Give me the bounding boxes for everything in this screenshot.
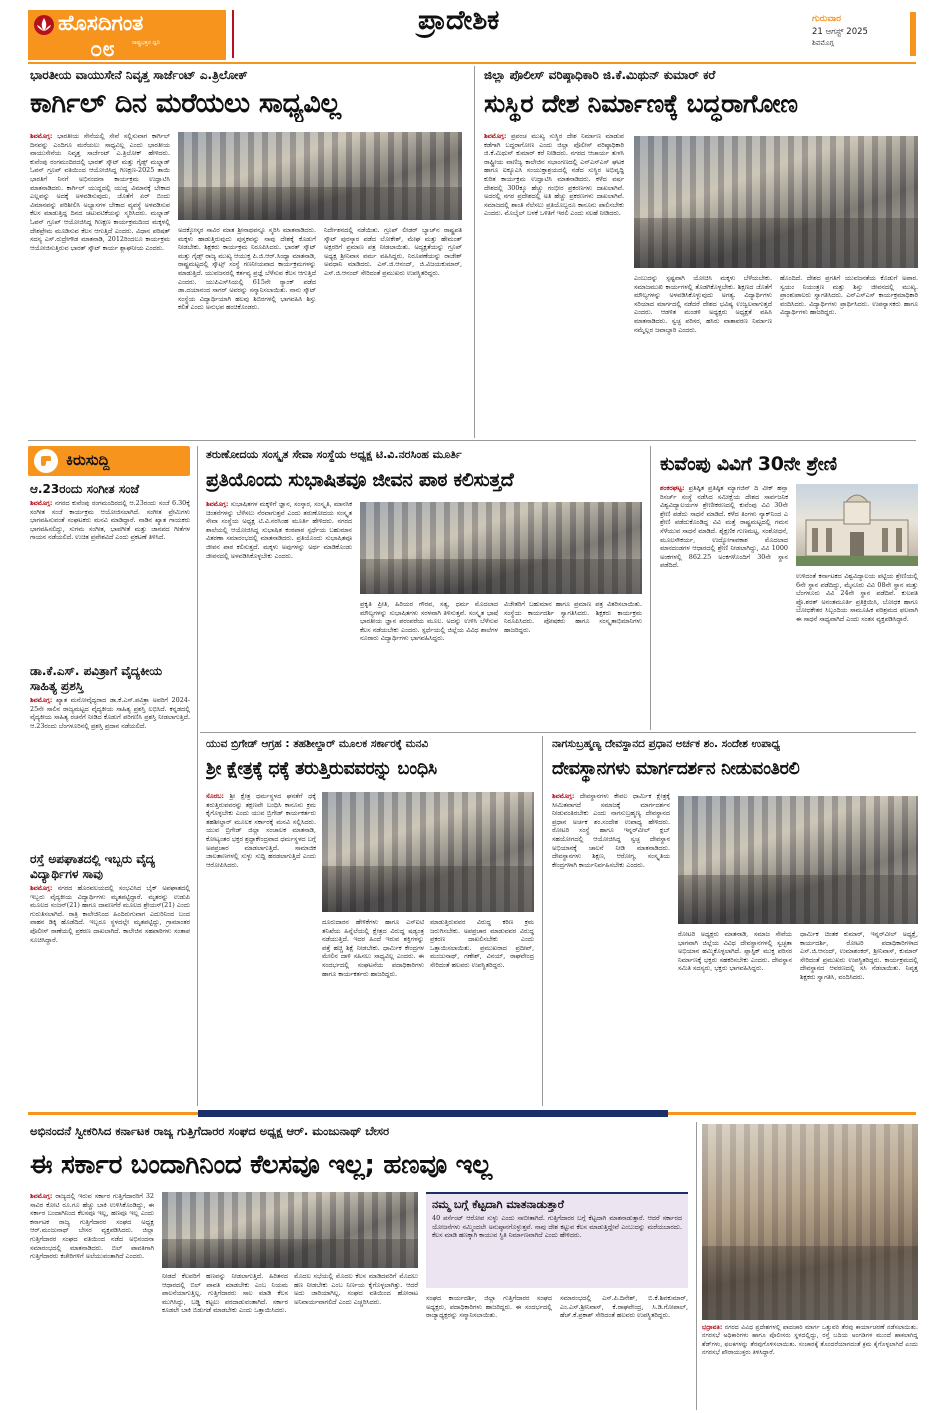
story-headline[interactable]: ಕುವೆಂಪು ವಿವಿಗೆ 30ನೇ ಶ್ರೇಣಿ [660, 453, 837, 475]
body-text: ನಿರ್ದೇಶನದಲ್ಲಿ ನಡೆಯಿತು. ಗ್ರೂಪ್ ಲೀಡರ್ ಬ್ಯಾಚ್‌ನ ರಾಷ್ಟ್ರಪತಿ ಸ್ಕೌಟ್ ಪುರಸ್ಕಾರ ಪಡೆದ ಲೋಕೇಶ್, ಮೇಘ ಮತ್ತು ಹೇಮಂತ್ ಅಕ್ಷರರಿಗೆ ಪ್ರಮಾಣ ಪತ್ರ ನೀಡಲಾಯಿತು. ಅದ್ಯಕ್ಷತೆಯನ್ನು ಗ್ರೂಪ್ ಅಧ್ಯಕ್ಷ ಶ್ರೀನಿವಾಸ ವರ್ಮ ವಹಿಸಿದ್ದರು. ನಿರೂಪಣೆಯನ್ನು ರಾಜೇಶ್ ಅವಧಾನಿ ಮಾಡಿದರು. ಎಸ್.ಜಿ.ಆನಂದ್, ಜಿ.ವಿಜಯಕುಮಾರ್, ಎಸ್.ಜಿ.ಆನಂದ್ ಸೇರಿದಂತೆ ಪ್ರಮುಖರು ಉಪಸ್ಥಿತರಿದ್ದರು. [324, 226, 462, 277]
dateline: ಶಿವಮೊಗ್ಗ: [30, 884, 53, 892]
story-body-col2 [796, 572, 918, 726]
story-kicker: ನಾಗಸುಬ್ರಹ್ಮಣ್ಯ ದೇವಸ್ಥಾನದ ಪ್ರಧಾನ ಅರ್ಚಕ ಶಂ. ಸಂದೇಶ ಉಪಾಧ್ಯ [552, 738, 780, 750]
quote-box-title: ನಮ್ಮ ಬಗ್ಗೆ ಕೆಟ್ಟದಾಗಿ ಮಾತನಾಡುತ್ತಾರೆ [432, 1198, 564, 1211]
brief-headline: ಆ.23ರಂದು ಸಂಗೀತ ಸಂಜೆ [30, 482, 140, 496]
story-headline[interactable]: ಈ ಸರ್ಕಾರ ಬಂದಾಗಿನಿಂದ ಕೆಲಸವೂ ಇಲ್ಲ; ಹಣವೂ ಇಲ್ಲ [30, 1150, 492, 1180]
story-body-col3 [294, 1272, 418, 1410]
body-text: ರೋಟರಿ ಅಧ್ಯಕ್ಷರು ಮಾತನಾಡಿ, ಸಮಾಜ ಸೇವೆಯ ಭಾಗವಾಗಿ ಜಿಲ್ಲೆಯ ವಿವಿಧ ದೇವಸ್ಥಾನಗಳಲ್ಲಿ ಸ್ವಚ್ಛತಾ ಅಭಿಯಾನ ಹಮ್ಮಿಕೊಳ್ಳಲಾಗಿದೆ. ಪ್ಲಾಸ್ಟಿಕ್ ಮುಕ್ತ ಪರಿಸರ ನಿರ್ಮಾಣಕ್ಕೆ ಭಕ್ತರು ಸಹಕರಿಸಬೇಕು ಎಂದರು. ದೇವಸ್ಥಾನ ಸಮಿತಿ ಸದಸ್ಯರು, ಭಕ್ತರು ಭಾಗವಹಿಸಿದ್ದರು. [678, 930, 792, 973]
story-body-col3 [800, 930, 918, 1104]
story-body-col1 [30, 1192, 154, 1410]
story-kicker: ಜಿಲ್ಲಾ ಪೊಲೀಸ್ ವರಿಷ್ಠಾಧಿಕಾರಿ ಜಿ.ಕೆ.ಮಿಥುನ್ ಕುಮಾರ್ ಕರೆ [484, 68, 716, 82]
dateline: ಶಿವಮೊಗ್ಗ: [30, 132, 53, 140]
section-title: ಪ್ರಾದೇಶಿಕ [418, 5, 500, 36]
story-photo[interactable] [634, 136, 918, 268]
body-text: ಸಂಘದ ಕಾರ್ಯದರ್ಶಿ, ಜಿಲ್ಲಾ ಗುತ್ತಿಗೆದಾರರ ಸಂಘದ ಅಧ್ಯಕ್ಷರು, ಪದಾಧಿಕಾರಿಗಳು ಹಾಜರಿದ್ದರು. ಈ ಸಂದರ್ಭದಲ್ಲಿ ರಾಜ್ಯಾಧ್ಯಕ್ಷರನ್ನು ಸನ್ಮಾನಿಸಲಾಯಿತು. [426, 1294, 552, 1320]
dateline: ಶಂಕರಘಟ್ಟ: [660, 484, 685, 492]
quote-box-text: 40 ಪರ್ಸೆಂಟ್ ಆರೋಪ ಸುಳ್ಳು ಎಂದು ಸಾಬೀತಾಗಿದೆ. ಗುತ್ತಿಗೆದಾರರ ಬಗ್ಗೆ ಕೆಟ್ಟದಾಗಿ ಮಾತನಾಡುತ್ತಾರೆ. ಆದರೆ ಸರ್ಕಾರದ ಯೋಜನೆಗಳು ನಮ್ಮಿಂದಲೇ ಅನುಷ್ಠಾನಗೊಳ್ಳುತ್ತವೆ. ನಾವು ದೇಶ ಕಟ್ಟುವ ಕೆಲಸ ಮಾಡುತ್ತಿದ್ದೇವೆ ಎಂಬುದನ್ನು ಮರೆಯಬಾರದು. ಕೆಲಸ ಮಾಡಿ ಹಣಕ್ಕಾಗಿ ಕಾಯುವ ಸ್ಥಿತಿ ನಿರ್ಮಾಣವಾಗಿದೆ ಎಂದು ಹೇಳಿದರು. [432, 1214, 682, 1240]
body-text: ದೇವಸ್ಥಾನಗಳು ಕೇವಲ ಧಾರ್ಮಿಕ ಕ್ಷೇತ್ರಕ್ಕೆ ಸೀಮಿತವಾಗದೆ ಸಮಾಜಕ್ಕೆ ಮಾರ್ಗದರ್ಶನ ನೀಡುವಂತಿರಬೇಕು ಎಂದು ನಾಗಸುಬ್ರಹ್ಮಣ್ಯ ದೇವಸ್ಥಾನದ ಪ್ರಧಾನ ಅರ್ಚಕ ಶಂ.ಸಂದೇಶ ಉಪಾಧ್ಯ ಹೇಳಿದರು. ರೋಟರಿ ಸಂಸ್ಥೆ ಹಾಗೂ ಇನ್ನರ್‌ವೀಲ್ ಕ್ಲಬ್ ಸಹಯೋಗದಲ್ಲಿ ಆಯೋಜಿಸಿದ್ದ ಸ್ವಚ್ಛ ದೇವಸ್ಥಾನ ಅಭಿಯಾನಕ್ಕೆ ಚಾಲನೆ ನೀಡಿ ಮಾತನಾಡಿದರು. ದೇವಸ್ಥಾನಗಳು ಶಿಕ್ಷಣ, ಆರೋಗ್ಯ, ಸಂಸ್ಕೃತಿಯ ಕೇಂದ್ರಗಳಾಗಿ ಕಾರ್ಯನಿರ್ವಹಿಸಬೇಕು ಎಂದರು. [552, 792, 670, 869]
body-text: ದೂರುದಾರನ ಹೇಳಿಕೆಗಳು ಹಾಗೂ ಎಸ್‌ಐಟಿ ತನಿಖೆಯ ಹಿನ್ನೆಲೆಯಲ್ಲಿ ಕ್ಷೇತ್ರದ ವಿರುದ್ಧ ಷಡ್ಯಂತ್ರ ನಡೆಯುತ್ತಿದೆ. ಇದರ ಹಿಂದೆ ಇರುವ ಶಕ್ತಿಗಳನ್ನು ಪತ್ತೆ ಹಚ್ಚಿ ಶಿಕ್ಷೆ ನೀಡಬೇಕು. ಧಾರ್ಮಿಕ ಕೇಂದ್ರಗಳ ಮೇಲಿನ ದಾಳಿ ಸಹಿಸಲು ಸಾಧ್ಯವಿಲ್ಲ ಎಂದರು. ಈ ಸಂದರ್ಭದಲ್ಲಿ ಸಂಘಟನೆಯ ಪದಾಧಿಕಾರಿಗಳು ಹಾಗೂ ಕಾರ್ಯಕರ್ತರು ಹಾಜರಿದ್ದರು. [322, 918, 424, 978]
story-body-col2 [678, 930, 792, 1104]
body-text: ನಗರದ ಹೊರವಲಯದಲ್ಲಿ ಸಂಭವಿಸಿದ ಬೈಕ್ ಅಪಘಾತದಲ್ಲಿ ಇಬ್ಬರು ವೈದ್ಯಕೀಯ ವಿದ್ಯಾರ್ಥಿಗಳು ಮೃತಪಟ್ಟಿದ್ದಾರೆ. ಮೃತರನ್ನು ಉಡುಪಿ ಮೂಲದ ಸಂಜನ್(21) ಹಾಗೂ ದಾವಣಗೆರೆ ಮೂಲದ ಶ್ರೇಯಸ್(21) ಎಂದು ಗುರುತಿಸಲಾಗಿದೆ. ರಾತ್ರಿ ಕಾಲೇಜಿನಿಂದ ಹಿಂದಿರುಗುವಾಗ ಎದುರಿನಿಂದ ಬಂದ ವಾಹನ ಡಿಕ್ಕಿ ಹೊಡೆದಿದೆ. ಇಬ್ಬರೂ ಸ್ಥಳದಲ್ಲೇ ಮೃತಪಟ್ಟಿದ್ದು, ಗ್ರಾಮಾಂತರ ಪೊಲೀಸ್ ಠಾಣೆಯಲ್ಲಿ ಪ್ರಕರಣ ದಾಖಲಾಗಿದೆ. ಕಾಲೇಜಿನ ಸಹಪಾಠಿಗಳು ಸಂತಾಪ ಸೂಚಿಸಿದ್ದಾರೆ. [30, 884, 190, 944]
column-divider [197, 446, 198, 1106]
body-text: ರಾಜ್ಯದಲ್ಲಿ ಇರುವ ಸರ್ಕಾರ ಗುತ್ತಿಗೆದಾರರಿಗೆ 32 ಸಾವಿರ ಕೋಟಿ ರೂ.ಗೂ ಹೆಚ್ಚು ಬಾಕಿ ಉಳಿಸಿಕೊಂಡಿದ್ದು, ಈ ಸರ್ಕಾರ ಬಂದಾಗಿನಿಂದ ಕೆಲಸವೂ ಇಲ್ಲ, ಹಣವೂ ಇಲ್ಲ ಎಂದು ಕರ್ನಾಟಕ ರಾಜ್ಯ ಗುತ್ತಿಗೆದಾರರ ಸಂಘದ ಅಧ್ಯಕ್ಷ ಆರ್.ಮಂಜುನಾಥ್ ಬೇಸರ ವ್ಯಕ್ತಪಡಿಸಿದರು. ಜಿಲ್ಲಾ ಗುತ್ತಿಗೆದಾರರ ಸಂಘದ ವತಿಯಿಂದ ನಡೆದ ಅಭಿನಂದನಾ ಸಮಾರಂಭದಲ್ಲಿ ಮಾತನಾಡಿದರು. ಬಿಲ್ ಪಾವತಿಗಾಗಿ ಗುತ್ತಿಗೆದಾರರು ಕಚೇರಿಗಳಿಗೆ ಅಲೆಯುವಂತಾಗಿದೆ ಎಂದರು. [30, 1192, 154, 1261]
quote-box[interactable] [426, 1192, 688, 1288]
separator-navy [198, 1110, 668, 1117]
logo-tagline: ರಾಷ್ಟ್ರಭಕ್ತರ ಧ್ವನಿ [132, 40, 161, 46]
masthead-divider [232, 10, 234, 58]
body-text: ಸಮಾರಂಭದಲ್ಲಿ ಎಸ್.ಪಿ.ದಿನೇಶ್, ಬಿ.ಕೆ.ಶಿವಕುಮಾರ್, ಎಂ.ಎಸ್.ಶ್ರೀನಿವಾಸ್, ಕೆ.ರಾಘವೇಂದ್ರ, ಸಿ.ಡಿ.ಗೋಪಾಲ್, ಹೆಚ್.ಕೆ.ಪ್ರಕಾಶ್ ಸೇರಿದಂತೆ ಹಲವರು ಉಪಸ್ಥಿತರಿದ್ದರು. [560, 1294, 688, 1320]
encroachment-photo[interactable] [702, 1124, 918, 1320]
story-body-col5 [560, 1294, 688, 1410]
body-text: ಉಳಿದಂತೆ ಕರ್ನಾಟಕದ ವಿಶ್ವವಿದ್ಯಾಲಯ ಪಟ್ಟಿಯ ಶ್ರೇಣಿಯಲ್ಲಿ 6ನೇ ಸ್ಥಾನ ಪಡೆದಿದ್ದು, ಮೈಸೂರು ವಿವಿ 08ನೇ ಸ್ಥಾನ ಮತ್ತು ಬೆಂಗಳೂರು ವಿವಿ 24ನೇ ಸ್ಥಾನ ಪಡೆದಿವೆ. ಕುಲಪತಿ ಪ್ರೊ.ಶರತ್ ಅನಂತಮೂರ್ತಿ ಪ್ರತಿಕ್ರಿಯಿಸಿ, ಬೋಧಕ ಹಾಗೂ ಬೋಧಕೇತರ ಸಿಬ್ಬಂದಿಯ ಸಾಮೂಹಿಕ ಪರಿಶ್ರಮದ ಫಲವಾಗಿ ಈ ಸಾಧನೆ ಸಾಧ್ಯವಾಗಿದೆ ಎಂದು ಸಂತಸ ವ್ಯಕ್ತಪಡಿಸಿದ್ದಾರೆ. [796, 572, 918, 623]
story-headline[interactable]: ಕಾರ್ಗಿಲ್ ದಿನ ಮರೆಯಲು ಸಾಧ್ಯವಿಲ್ಲ [30, 88, 341, 119]
body-text: ಮೊದಲ ಸಭೆಯಲ್ಲಿ ಮೊದಲ ಕೆಲಸ ಮಾಡಿದವರಿಗೆ ಮೊದಲು ಹಣ ನೀಡಬೇಕು ಎಂಬ ನಿರ್ಣಯ ಕೈಗೊಳ್ಳಲಾಗಿತ್ತು. ಆದರೆ ಅದು ಜಾರಿಯಾಗಿಲ್ಲ. ಸಂಘದ ವತಿಯಿಂದ ಹೋರಾಟ ಅನಿವಾರ್ಯವಾಗಲಿದೆ ಎಂದು ಎಚ್ಚರಿಸಿದರು. [294, 1272, 418, 1306]
separator-orange [28, 1112, 198, 1115]
caption-text: ನಗರದ ವಿವಿಧ ಪ್ರದೇಶಗಳಲ್ಲಿ ಪಾದಚಾರಿ ಮಾರ್ಗ ಒತ್ತುವರಿ ತೆರವು ಕಾರ್ಯಾಚರಣೆ ನಡೆಸಲಾಯಿತು. ನಗರಸಭೆ ಅಧಿಕಾರಿಗಳು ಹಾಗೂ ಪೊಲೀಸರು ಸ್ಥಳದಲ್ಲಿದ್ದು, ರಸ್ತೆ ಬದಿಯ ಅಂಗಡಿಗಳ ಮುಂದೆ ಹಾಕಲಾಗಿದ್ದ ಶೆಡ್‌ಗಳು, ಫಲಕಗಳನ್ನು ತೆರವುಗೊಳಿಸಲಾಯಿತು. ಸಂಚಾರಕ್ಕೆ ತೊಂದರೆಯಾಗದಂತೆ ಕ್ರಮ ಕೈಗೊಳ್ಳಲಾಗಿದೆ ಎಂದು ನಗರಸಭೆ ಪೌರಾಯುಕ್ತರು ತಿಳಿಸಿದ್ದಾರೆ. [702, 1324, 918, 1357]
story-photo[interactable] [178, 132, 462, 220]
story-photo[interactable] [322, 792, 534, 912]
story-kicker: ಅಭಿನಂದನೆ ಸ್ವೀಕರಿಸಿದ ಕರ್ನಾಟಕ ರಾಜ್ಯ ಗುತ್ತಿಗೆದಾರರ ಸಂಘದ ಅಧ್ಯಕ್ಷ ಆರ್. ಮಂಜುನಾಥ್ ಬೇಸರ [30, 1124, 390, 1138]
masthead-orange-bar [910, 12, 916, 56]
body-text: ಶ್ರೀ ಕ್ಷೇತ್ರ ಧರ್ಮಸ್ಥಳದ ಘನತೆಗೆ ಧಕ್ಕೆ ತರುತ್ತಿರುವವರನ್ನು ತಕ್ಷಣವೇ ಬಂಧಿಸಿ ಕಾನೂನು ಕ್ರಮ ಕೈಗೊಳ್ಳಬೇಕು ಎಂದು ಯುವ ಬ್ರಿಗೇಡ್ ಕಾರ್ಯಕರ್ತರು ತಹಶೀಲ್ದಾರ್ ಮೂಲಕ ಸರ್ಕಾರಕ್ಕೆ ಮನವಿ ಸಲ್ಲಿಸಿದರು. ಯುವ ಬ್ರಿಗೇಡ್ ಜಿಲ್ಲಾ ಸಂಚಾಲಕ ಮಾತನಾಡಿ, ಕೋಟ್ಯಂತರ ಭಕ್ತರ ಶ್ರದ್ಧಾಕೇಂದ್ರವಾದ ಧರ್ಮಸ್ಥಳದ ಬಗ್ಗೆ ಅಪಪ್ರಚಾರ ಮಾಡಲಾಗುತ್ತಿದೆ. ಸಾಮಾಜಿಕ ಜಾಲತಾಣಗಳಲ್ಲಿ ಸುಳ್ಳು ಸುದ್ದಿ ಹರಡಲಾಗುತ್ತಿದೆ ಎಂದು ಆರೋಪಿಸಿದರು. [206, 792, 316, 869]
story-headline[interactable]: ದೇವಸ್ಥಾನಗಳು ಮಾರ್ಗದರ್ಶನ ನೀಡುವಂತಿರಲಿ [552, 759, 800, 779]
story-body-col1 [484, 132, 624, 430]
column-divider [696, 1122, 697, 1410]
body-text: ಪ್ರಕೃತಿ ಪ್ರೀತಿ, ಹಿರಿಯರ ಗೌರವ, ಸತ್ಯ, ಧರ್ಮ ಮೊದಲಾದ ಮೌಲ್ಯಗಳನ್ನು ಸುಭಾಷಿತಗಳು ಸರಳವಾಗಿ ತಿಳಿಸುತ್ತವೆ. ಸಂಸ್ಕೃತ ಭಾಷೆ ಭಾರತೀಯ ಜ್ಞಾನ ಪರಂಪರೆಯ ಮೂಲ. ಅದನ್ನು ಉಳಿಸಿ ಬೆಳೆಸುವ ಕೆಲಸ ನಡೆಯಬೇಕು ಎಂದರು. ಸ್ಪರ್ಧೆಯಲ್ಲಿ ಜಿಲ್ಲೆಯ ವಿವಿಧ ಶಾಲೆಗಳ ನೂರಾರು ವಿದ್ಯಾರ್ಥಿಗಳು ಭಾಗವಹಿಸಿದ್ದರು. [360, 600, 498, 643]
brief-item[interactable] [30, 482, 190, 625]
column-divider [542, 736, 543, 1106]
issue-date: 21 ಆಗಸ್ಟ್ 2025 [812, 27, 868, 37]
body-text: ಭಾರತೀಯ ಸೇನೆಯಲ್ಲಿ ಸೇವೆ ಸಲ್ಲಿಸುವಾಗ ಕಾರ್ಗಿಲ್ ದಿನವನ್ನು ಎಂದಿಗೂ ಮರೆಯಲು ಸಾಧ್ಯವಿಲ್ಲ ಎಂದು ಭಾರತೀಯ ವಾಯುಸೇನೆಯ ನಿವೃತ್ತ ಸಾರ್ಜೆಂಟ್ ಎ.ತ್ರಿಲೋಕ್ ಹೇಳಿದರು. ಕುವೆಂಪು ರಂಗಮಂದಿರದಲ್ಲಿ ಭಾರತ್ ಸ್ಕೌಟ್ ಮತ್ತು ಗೈಡ್ಸ್ ಮಲ್ನಾಡ್ ಓಪನ್ ಗ್ರೂಪ್ ವತಿಯಿಂದ ಆಯೋಜಿಸಿದ್ದ ಗಿಣಕ್ಷಣ-2025 ತಾಯಿ ಭಾರತಿಗೆ ನಿನಗೆ ಅಭಿನಂದನಾ ಕಾರ್ಯಕ್ರಮ ಉದ್ಘಾಟಿಸಿ ಮಾತನಾಡಿದರು. ಕಾರ್ಗಿಲ್ ಯುದ್ಧದಲ್ಲಿ ಯುದ್ಧ ವಿಮಾನಕ್ಕೆ ಬೇಕಾದ ಎಲ್ಲವನ್ನು ಅದಕ್ಕೆ ಅಳವಡಿಸುವುದು, ಜೊತೆಗೆ ಏರ್ ಬಿಂದು ವಿಮಾನವನ್ನು ಪರಿಶೀಲಿಸಿ ಅಭ್ಯಾಸಗಳ ಬೇಕಾದ ವ್ಯವಸ್ಥೆ ಅಳವಡಿಸುವ ಕೆಲಸ ಮಾಡುತ್ತಿದ್ದ ದಿನದ ಚಟುವಟಿಕೆಯನ್ನು ಸ್ಮರಿಸಿದರು. ಮಲ್ನಾಡ್ ಓಪನ್ ಗ್ರೂಪ್ ಆಯೋಜಿಸಿದ್ದ ಗಿಣಕ್ಷಣ ಕಾರ್ಯಕ್ರಮದಿಂದ ಮಕ್ಕಳಲ್ಲಿ ದೇಶಪ್ರೇಮ ಮೂಡಿಸುವ ಕೆಲಸ ಆಗುತ್ತಿದೆ ಎಂದರು. ವಿಧಾನ ಪರಿಷತ್ ಸದಸ್ಯ ಎಸ್.ರುದ್ರೇಗೌಡ ಮಾತನಾಡಿ, 2012ರಿಂದಲೂ ಕಾರ್ಯಕ್ರಮ ಆಯೋಜಿಸುತ್ತಿರುವ ಭಾರತ್ ಸ್ಕೌಟ್ ಕಾರ್ಯ ಶ್ಲಾಘನೀಯ ಎಂದರು. [30, 132, 170, 252]
body-text: ಖ್ಯಾತ ಮನೋವೈದ್ಯರಾದ ಡಾ.ಕೆ.ಎಸ್.ಪವಿತ್ರಾ ಅವರಿಗೆ 2024-25ನೇ ಸಾಲಿನ ರಾಜ್ಯಮಟ್ಟದ ವೈದ್ಯಕೀಯ ಸಾಹಿತ್ಯ ಪ್ರಶಸ್ತಿ ಲಭಿಸಿದೆ. ಕನ್ನಡದಲ್ಲಿ ವೈದ್ಯಕೀಯ ಸಾಹಿತ್ಯ ರಚನೆಗೆ ನೀಡಿದ ಕೊಡುಗೆ ಪರಿಗಣಿಸಿ ಪ್ರಶಸ್ತಿ ನೀಡಲಾಗುತ್ತಿದೆ. ಆ.23ರಂದು ಬೆಂಗಳೂರಿನಲ್ಲಿ ಪ್ರಶಸ್ತಿ ಪ್ರದಾನ ನಡೆಯಲಿದೆ. [30, 696, 190, 730]
story-body-col3 [430, 918, 534, 1104]
briefs-header [28, 446, 190, 476]
story-body-col2 [322, 918, 424, 1104]
logo-text: ಹೊಸದಿಗಂತ [58, 11, 144, 35]
body-text: ನೀಡದೆ ಕೆಲವರಿಗೆ ಹಣವನ್ನು ನೀಡಲಾಗುತ್ತಿದೆ. ಹಿರಿತನದ ಆಧಾರದಲ್ಲಿ ಬಿಲ್ ಪಾವತಿ ಮಾಡಬೇಕು ಎಂಬ ನಿಯಮ ಪಾಲನೆಯಾಗುತ್ತಿಲ್ಲ. ಗುತ್ತಿಗೆದಾರರು ಸಾಲ ಮಾಡಿ ಕೆಲಸ ಮುಗಿಸಿದ್ದು, ಬಡ್ಡಿ ಕಟ್ಟಲು ಪರದಾಡುವಂತಾಗಿದೆ. ಸರ್ಕಾರ ಕೂಡಲೇ ಬಾಕಿ ಬಿಡುಗಡೆ ಮಾಡಬೇಕು ಎಂದು ಒತ್ತಾಯಿಸಿದರು. [162, 1272, 288, 1315]
column-divider [650, 446, 651, 730]
logo-block[interactable] [28, 10, 226, 60]
story-body-col2 [162, 1272, 288, 1410]
story-body-col1 [206, 792, 316, 1104]
story-body-col4 [426, 1294, 552, 1410]
story-headline[interactable]: ಸುಸ್ಥಿರ ದೇಶ ನಿರ್ಮಾಣಕ್ಕೆ ಬದ್ಧರಾಗೋಣ [484, 89, 798, 118]
story-body-col1 [206, 500, 352, 726]
section-rule [28, 440, 916, 441]
body-text: ಎಂಬುದನ್ನು ಸ್ಪಷ್ಟವಾಗಿ ಯೋಚಿಸಿ ಮಕ್ಕಳು ಬೆಳೆಯಬೇಕು. ಸಮಾಜಮುಖಿ ಕಾರ್ಯಗಳಲ್ಲಿ ತೊಡಗಿಕೊಳ್ಳಬೇಕು. ಶಿಕ್ಷಣದ ಜೊತೆಗೆ ಮೌಲ್ಯಗಳನ್ನು ಅಳವಡಿಸಿಕೊಳ್ಳುವುದು ಅಗತ್ಯ. ವಿದ್ಯಾರ್ಥಿಗಳು ಸರಿಯಾದ ಮಾರ್ಗದಲ್ಲಿ ನಡೆದರೆ ದೇಶದ ಭವಿಷ್ಯ ಉಜ್ವಲವಾಗುತ್ತದೆ ಎಂದರು. ಆಡಳಿತ ಮಂಡಳಿ ಅಧ್ಯಕ್ಷರು ಅಧ್ಯಕ್ಷತೆ ವಹಿಸಿ ಮಾತನಾಡಿದರು. ಸ್ವಚ್ಛ ಪರಿಸರ, ಹಸಿರು ವಾತಾವರಣ ನಿರ್ಮಾಣ ನಮ್ಮೆಲ್ಲರ ಜವಾಬ್ದಾರಿ ಎಂದರು. [634, 274, 772, 334]
city: ಶಿವಮೊಗ್ಗ [812, 39, 834, 47]
body-text: ಪ್ರತಿಷ್ಠಿತ ಪ್ರತಿಷ್ಠಿತ ಮ್ಯಾಗಜಿನ್ ದಿ ವೀಕ್ ಹನ್ಸಾ ರಿಸರ್ಚ್ ಸಂಸ್ಥೆ ನಡೆಸಿದ ಸಮೀಕ್ಷೆಯ ದೇಶದ ಸಾರ್ವಜನಿಕ ವಿಶ್ವವಿದ್ಯಾಲಯಗಳ ಶ್ರೇಣೀಕರಣದಲ್ಲಿ ಕುವೆಂಪು ವಿವಿ 30ನೇ ಶ್ರೇಣಿ ಪಡೆದು ಸಾಧನೆ ಮಾಡಿದೆ. ಕಳೆದ ತಿಂಗಳು ನ್ಯಾಕ್‌ನಿಂದ ಎ ಶ್ರೇಣಿ ಪಡೆದುಕೊಂಡಿದ್ದ ವಿವಿ ಮತ್ತೆ ರಾಷ್ಟ್ರಮಟ್ಟದಲ್ಲಿ ಗಮನ ಸೆಳೆಯುವ ಸಾಧನೆ ಮಾಡಿದೆ. ಶೈಕ್ಷಣಿಕ ಗುಣಮಟ್ಟ, ಸಂಶೋಧನೆ, ಮೂಲಸೌಕರ್ಯ, ಉದ್ಯೋಗಾವಕಾಶ ಮೊದಲಾದ ಮಾನದಂಡಗಳ ಆಧಾರದಲ್ಲಿ ಶ್ರೇಣಿ ನೀಡಲಾಗಿದ್ದು, ವಿವಿ 1000 ಅಂಕಗಳಲ್ಲಿ 862.25 ಅಂಕಗಳೊಂದಿಗೆ 30ನೇ ಸ್ಥಾನ ಪಡೆದಿದೆ. [660, 484, 788, 570]
brief-body [30, 696, 190, 818]
story-photo[interactable] [678, 796, 918, 924]
dateline: ಶಿವಮೊಗ್ಗ: [484, 132, 507, 140]
story-kicker: ಯುವ ಬ್ರಿಗೇಡ್ ಆಗ್ರಹ : ತಹಶೀಲ್ದಾರ್ ಮೂಲಕ ಸರ್ಕಾರಕ್ಕೆ ಮನವಿ [206, 738, 429, 750]
dateline: ಭದ್ರಾವತಿ: [702, 1324, 723, 1331]
story-kicker: ತರುಣೋದಯ ಸಂಸ್ಕೃತ ಸೇವಾ ಸಂಸ್ಥೆಯ ಅಧ್ಯಕ್ಷ ಟಿ.ವಿ.ನರಸಿಂಹ ಮೂರ್ತಿ [206, 448, 462, 461]
body-text: ಧಾರ್ಮಿಕ ಚಿಂತಕ ಕುಮಾರ್, ಇನ್ನರ್‌ವೀಲ್ ಅಧ್ಯಕ್ಷೆ, ಕಾರ್ಯದರ್ಶಿ, ರೋಟರಿ ಪದಾಧಿಕಾರಿಗಳಾದ ಎಸ್.ಜಿ.ಆನಂದ್, ಉಮಾಶಂಕರ್, ಶ್ರೀನಿವಾಸ್, ಕುಮಾರ್ ಸೇರಿದಂತೆ ಪ್ರಮುಖರು ಉಪಸ್ಥಿತರಿದ್ದರು. ಕಾರ್ಯಕ್ರಮದಲ್ಲಿ ದೇವಸ್ಥಾನದ ಆವರಣದಲ್ಲಿ ಸಸಿ ನೆಡಲಾಯಿತು. ನಿವೃತ್ತ ಶಿಕ್ಷಕರು ಸ್ವಾಗತಿಸಿ, ವಂದಿಸಿದರು. [800, 930, 918, 981]
story-body-col1 [30, 132, 170, 430]
story-headline[interactable]: ಶ್ರೀ ಕ್ಷೇತ್ರಕ್ಕೆ ಧಕ್ಕೆ ತರುತ್ತಿರುವವರನ್ನು ಬಂಧಿಸಿ [206, 759, 437, 779]
story-body-col2 [360, 600, 498, 726]
brief-item[interactable] [30, 852, 190, 1096]
body-text: ಸುಭಾಷಿತಗಳ ಮಕ್ಕಳಿಗೆ ಜ್ಞಾನ, ಸಂಸ್ಕಾರ, ಸಂಸ್ಕೃತಿ, ಮಾನಸಿಕ ಚಿಂತನೆಗಳನ್ನು ಬೆಳೆಸಲು ನೆರವಾಗುತ್ತವೆ ಎಂದು ತರುಣೋದಯ ಸಂಸ್ಕೃತ ಸೇವಾ ಸಂಸ್ಥೆಯ ಅಧ್ಯಕ್ಷ ಟಿ.ವಿ.ನರಸಿಂಹ ಮೂರ್ತಿ ಹೇಳಿದರು. ನಗರದ ಶಾಲೆಯಲ್ಲಿ ಆಯೋಜಿಸಿದ್ದ ಸುಭಾಷಿತ ಕಂಠಪಾಠ ಸ್ಪರ್ಧೆಯ ಬಹುಮಾನ ವಿತರಣಾ ಸಮಾರಂಭದಲ್ಲಿ ಮಾತನಾಡಿದರು. ಪ್ರತಿಯೊಂದು ಸುಭಾಷಿತವೂ ಜೀವನ ಪಾಠ ಕಲಿಸುತ್ತದೆ. ಮಕ್ಕಳು ಅವುಗಳನ್ನು ಅರ್ಥ ಮಾಡಿಕೊಂಡು ಜೀವನದಲ್ಲಿ ಅಳವಡಿಸಿಕೊಳ್ಳಬೇಕು ಎಂದರು. [206, 500, 352, 560]
masthead [0, 0, 945, 62]
lotus-icon [34, 15, 54, 35]
column-divider [474, 66, 475, 438]
story-body-col1 [660, 484, 788, 726]
story-headline[interactable]: ಪ್ರತಿಯೊಂದು ಸುಭಾಷಿತವೂ ಜೀವನ ಪಾಠ ಕಲಿಸುತ್ತದೆ [206, 469, 514, 491]
story-body-col3 [780, 274, 918, 430]
dateline: ಶಿವಮೊಗ್ಗ: [206, 500, 229, 508]
story-body-col2 [634, 274, 772, 430]
story-body-col2 [178, 226, 316, 430]
dateline: ಸೊರಬ: [206, 792, 224, 800]
section-separator [28, 1110, 916, 1117]
story-photo[interactable] [360, 502, 642, 594]
university-building-photo[interactable] [796, 484, 918, 566]
masthead-date-block [812, 14, 908, 48]
dateline: ಶಿವಮೊಗ್ಗ: [30, 696, 53, 704]
separator-orange [668, 1112, 916, 1115]
weekday: ಗುರುವಾರ [812, 14, 842, 24]
photo-caption [702, 1324, 918, 1410]
dateline: ಶಿವಮೊಗ್ಗ: [552, 792, 575, 800]
briefs-label: ಕಿರುಸುದ್ದಿ [66, 451, 110, 469]
section-rule [200, 732, 916, 733]
briefs-hand-icon [34, 449, 58, 473]
story-body-col1 [552, 792, 670, 1104]
brief-item[interactable] [30, 664, 190, 818]
brief-body [30, 884, 190, 1096]
body-text: ಪ್ರಪಂಚ ಮುಖ್ಯ ಸುಸ್ಥಿರ ದೇಶ ನಿರ್ಮಾಣ ಮಾಡುವ ಕಡೆಗಾಗಿ ಬದ್ಧರಾಗೋಣ ಎಂದು ಜಿಲ್ಲಾ ಪೊಲೀಸ್ ವರಿಷ್ಠಾಧಿಕಾರಿ ಜಿ.ಕೆ.ಮಿಥುನ್ ಕುಮಾರ್ ಕರೆ ನೀಡಿದರು. ನಗರದ ಆಚಾರ್ಯ ತುಳಸಿ ರಾಷ್ಟ್ರೀಯ ವಾಣಿಜ್ಯ ಕಾಲೇಜಿನ ಸಭಾಂಗಣದಲ್ಲಿ ಎನ್‌ಎಸ್‌ಎಸ್ ಘಟಕ ಹಾಗೂ ಐಕ್ಯೂಎಸಿ ಸಂಯುಕ್ತಾಶ್ರಯದಲ್ಲಿ ನಡೆದ ಸುಸ್ಥಿರ ಅಭಿವೃದ್ಧಿ ಕುರಿತ ಕಾರ್ಯಕ್ರಮ ಉದ್ಘಾಟಿಸಿ ಮಾತನಾಡಿದರು. ಕಳೆದ ವರ್ಷ ದೇಶದಲ್ಲಿ 300ಕ್ಕೂ ಹೆಚ್ಚು ಗಂಭೀರ ಪ್ರಕರಣಗಳು ದಾಖಲಾಗಿವೆ. ಅದರಲ್ಲಿ ನಗರ ಪ್ರದೇಶದಲ್ಲಿ ಅತಿ ಹೆಚ್ಚು ಪ್ರಕರಣಗಳು ದಾಖಲಾಗಿವೆ. ಸಮಾಜದಲ್ಲಿ ಶಾಂತಿ ನೆಲೆಸಲು ಪ್ರತಿಯೊಬ್ಬರೂ ಕಾನೂನು ಪಾಲಿಸಬೇಕು ಎಂದರು. ಮೊಬೈಲ್ ಬಳಕೆ ಒಳಿತಿಗೆ ಇರಲಿ ಎಂದು ಸಲಹೆ ನೀಡಿದರು. [484, 132, 624, 218]
masthead-rule [28, 62, 916, 64]
brief-headline: ಡಾ.ಕೆ.ಎಸ್. ಪವಿತ್ರಾಗೆ ವೈದ್ಯಕೀಯ ಸಾಹಿತ್ಯ ಪ್ರಶಸ್ತಿ [30, 664, 163, 693]
body-text: ಅದಕ್ಕೋಸ್ಕರ ಸಾವಿರ ಮಾತ ಶ್ರೀನಾಥವನ್ನೂ ಸ್ಮರಿಸಿ ಮಾತನಾಡಿದರು. ಮಕ್ಕಳು ಹಾಡುತ್ತಿರುವುದು ಪುಸ್ತಕವನ್ನು ನಾವು ದೇಶಕ್ಕೆ ಕೊಡುಗೆ ನೀಡಬೇಕು. ಶಿಕ್ಷಕರು ಕಾರ್ಯಕ್ರಮ ನಿರೂಪಿಸಿದರು. ಭಾರತ್ ಸ್ಕೌಟ್ ಮತ್ತು ಗೈಡ್ಸ್ ರಾಜ್ಯ ಮುಖ್ಯ ಆಯುಕ್ತ ಪಿ.ಜಿ.ಆರ್.ಸಿಂಧ್ಯಾ ಮಾತನಾಡಿ, ರಾಷ್ಟ್ರಮಟ್ಟದಲ್ಲಿ ಸ್ಕೌಟ್ಸ್ ಸಂಸ್ಥೆ ಗಣನೀಯವಾದ ಕಾರ್ಯಕ್ರಮಗಳನ್ನು ಮಾಡುತ್ತಿದೆ. ಯುವಜನರಲ್ಲಿ ಕರ್ತವ್ಯ ಪ್ರಜ್ಞೆ ಬೆಳೆಸುವ ಕೆಲಸ ಆಗುತ್ತಿದೆ ಎಂದರು. ಯುಪಿಎಸ್‌ಸಿಯಲ್ಲಿ 615ನೇ ರ‍್ಯಾಂಕ್ ಪಡೆದ ಡಾ.ದಯಾನಂದ ಸಾಗರ್ ಅವರನ್ನು ಸನ್ಮಾನಿಸಲಾಯಿತು. ನಾನು ಸ್ಕೌಟ್ ಸಂಸ್ಥೆಯ ವಿದ್ಯಾರ್ಥಿಯಾಗಿ ಹಲವು ಶಿಬಿರಗಳಲ್ಲಿ ಭಾಗವಹಿಸಿ ಶಿಸ್ತು ಕಲಿತೆ ಎಂದು ಅನುಭವ ಹಂಚಿಕೊಂಡರು. [178, 226, 316, 312]
story-photo[interactable] [162, 1192, 418, 1268]
story-body-col3 [324, 226, 462, 430]
story-body-col3 [504, 600, 642, 726]
body-text: ನಗರದ ಕುವೆಂಪು ರಂಗಮಂದಿರದಲ್ಲಿ ಆ.23ರಂದು ಸಂಜೆ 6.30ಕ್ಕೆ ಸಂಗೀತ ಸಂಜೆ ಕಾರ್ಯಕ್ರಮ ಆಯೋಜಿಸಲಾಗಿದೆ. ಸಂಗೀತ ಪ್ರೇಮಿಗಳು ಭಾಗವಹಿಸುವಂತೆ ಸಂಘಟಕರು ಮನವಿ ಮಾಡಿದ್ದಾರೆ. ನಾಡಿನ ಖ್ಯಾತ ಗಾಯಕರು ಭಾಗವಹಿಸಲಿದ್ದು, ಸುಗಮ ಸಂಗೀತ, ಭಾವಗೀತೆ ಮತ್ತು ಜಾನಪದ ಗೀತೆಗಳ ಗಾಯನ ನಡೆಯಲಿದೆ. ಉಚಿತ ಪ್ರವೇಶವಿದೆ ಎಂದು ಪ್ರಕಟಣೆ ತಿಳಿಸಿದೆ. [30, 499, 190, 542]
body-text: ವಿಜೇತರಿಗೆ ಬಹುಮಾನ ಹಾಗೂ ಪ್ರಮಾಣ ಪತ್ರ ವಿತರಿಸಲಾಯಿತು. ಸಂಸ್ಥೆಯ ಕಾರ್ಯದರ್ಶಿ ಸ್ವಾಗತಿಸಿದರು. ಶಿಕ್ಷಕರು ಕಾರ್ಯಕ್ರಮ ನಿರೂಪಿಸಿದರು. ಪೋಷಕರು ಹಾಗೂ ಸಂಸ್ಕೃತಾಭಿಮಾನಿಗಳು ಹಾಜರಿದ್ದರು. [504, 600, 642, 634]
dateline: ಶಿವಮೊಗ್ಗ: [30, 1192, 53, 1200]
body-text: ಮಾಡುತ್ತಿರುವವರ ವಿರುದ್ಧ ಕಠಿಣ ಕ್ರಮ ಜರುಗಿಸಬೇಕು. ಅಪಪ್ರಚಾರ ಮಾಡುವವರ ವಿರುದ್ಧ ಪ್ರಕರಣ ದಾಖಲಿಸಬೇಕು ಎಂದು ಒತ್ತಾಯಿಸಲಾಯಿತು. ಪ್ರಮುಖರಾದ ಪ್ರದೀಪ್, ಮಂಜುನಾಥ್, ಗಣೇಶ್, ವಿನಯ್, ರಾಘವೇಂದ್ರ ಸೇರಿದಂತೆ ಹಲವರು ಉಪಸ್ಥಿತರಿದ್ದರು. [430, 918, 534, 969]
dateline: ಶಿವಮೊಗ್ಗ: [30, 499, 53, 507]
story-kicker: ಭಾರತೀಯ ವಾಯುಸೇನೆ ನಿವೃತ್ತ ಸಾರ್ಜೆಂಟ್ ಎ.ತ್ರಿಲೋಕ್ [30, 68, 248, 82]
body-text: ಹೊಂದಿದೆ. ದೇಶದ ಪ್ರಗತಿಗೆ ಯುವಜನತೆಯ ಕೊಡುಗೆ ಅಪಾರ. ಸ್ವಯಂ ನಿಯಂತ್ರಣ ಮತ್ತು ಶಿಸ್ತು ಜೀವನದಲ್ಲಿ ಮುಖ್ಯ. ಪ್ರಾಂಶುಪಾಲರು ಸ್ವಾಗತಿಸಿದರು. ಎನ್‌ಎಸ್‌ಎಸ್ ಕಾರ್ಯಕ್ರಮಾಧಿಕಾರಿ ವಂದಿಸಿದರು. ವಿದ್ಯಾರ್ಥಿಗಳು ಪ್ರಾರ್ಥಿಸಿದರು. ಉಪನ್ಯಾಸಕರು ಹಾಗೂ ವಿದ್ಯಾರ್ಥಿಗಳು ಹಾಜರಿದ್ದರು. [780, 274, 918, 317]
brief-headline: ರಸ್ತೆ ಅಪಘಾತದಲ್ಲಿ ಇಬ್ಬರು ವೈದ್ಯ ವಿದ್ಯಾರ್ಥಿಗಳ ಸಾವು [30, 852, 156, 881]
brief-body [30, 499, 190, 625]
page-number: ೦೮ [90, 37, 115, 62]
